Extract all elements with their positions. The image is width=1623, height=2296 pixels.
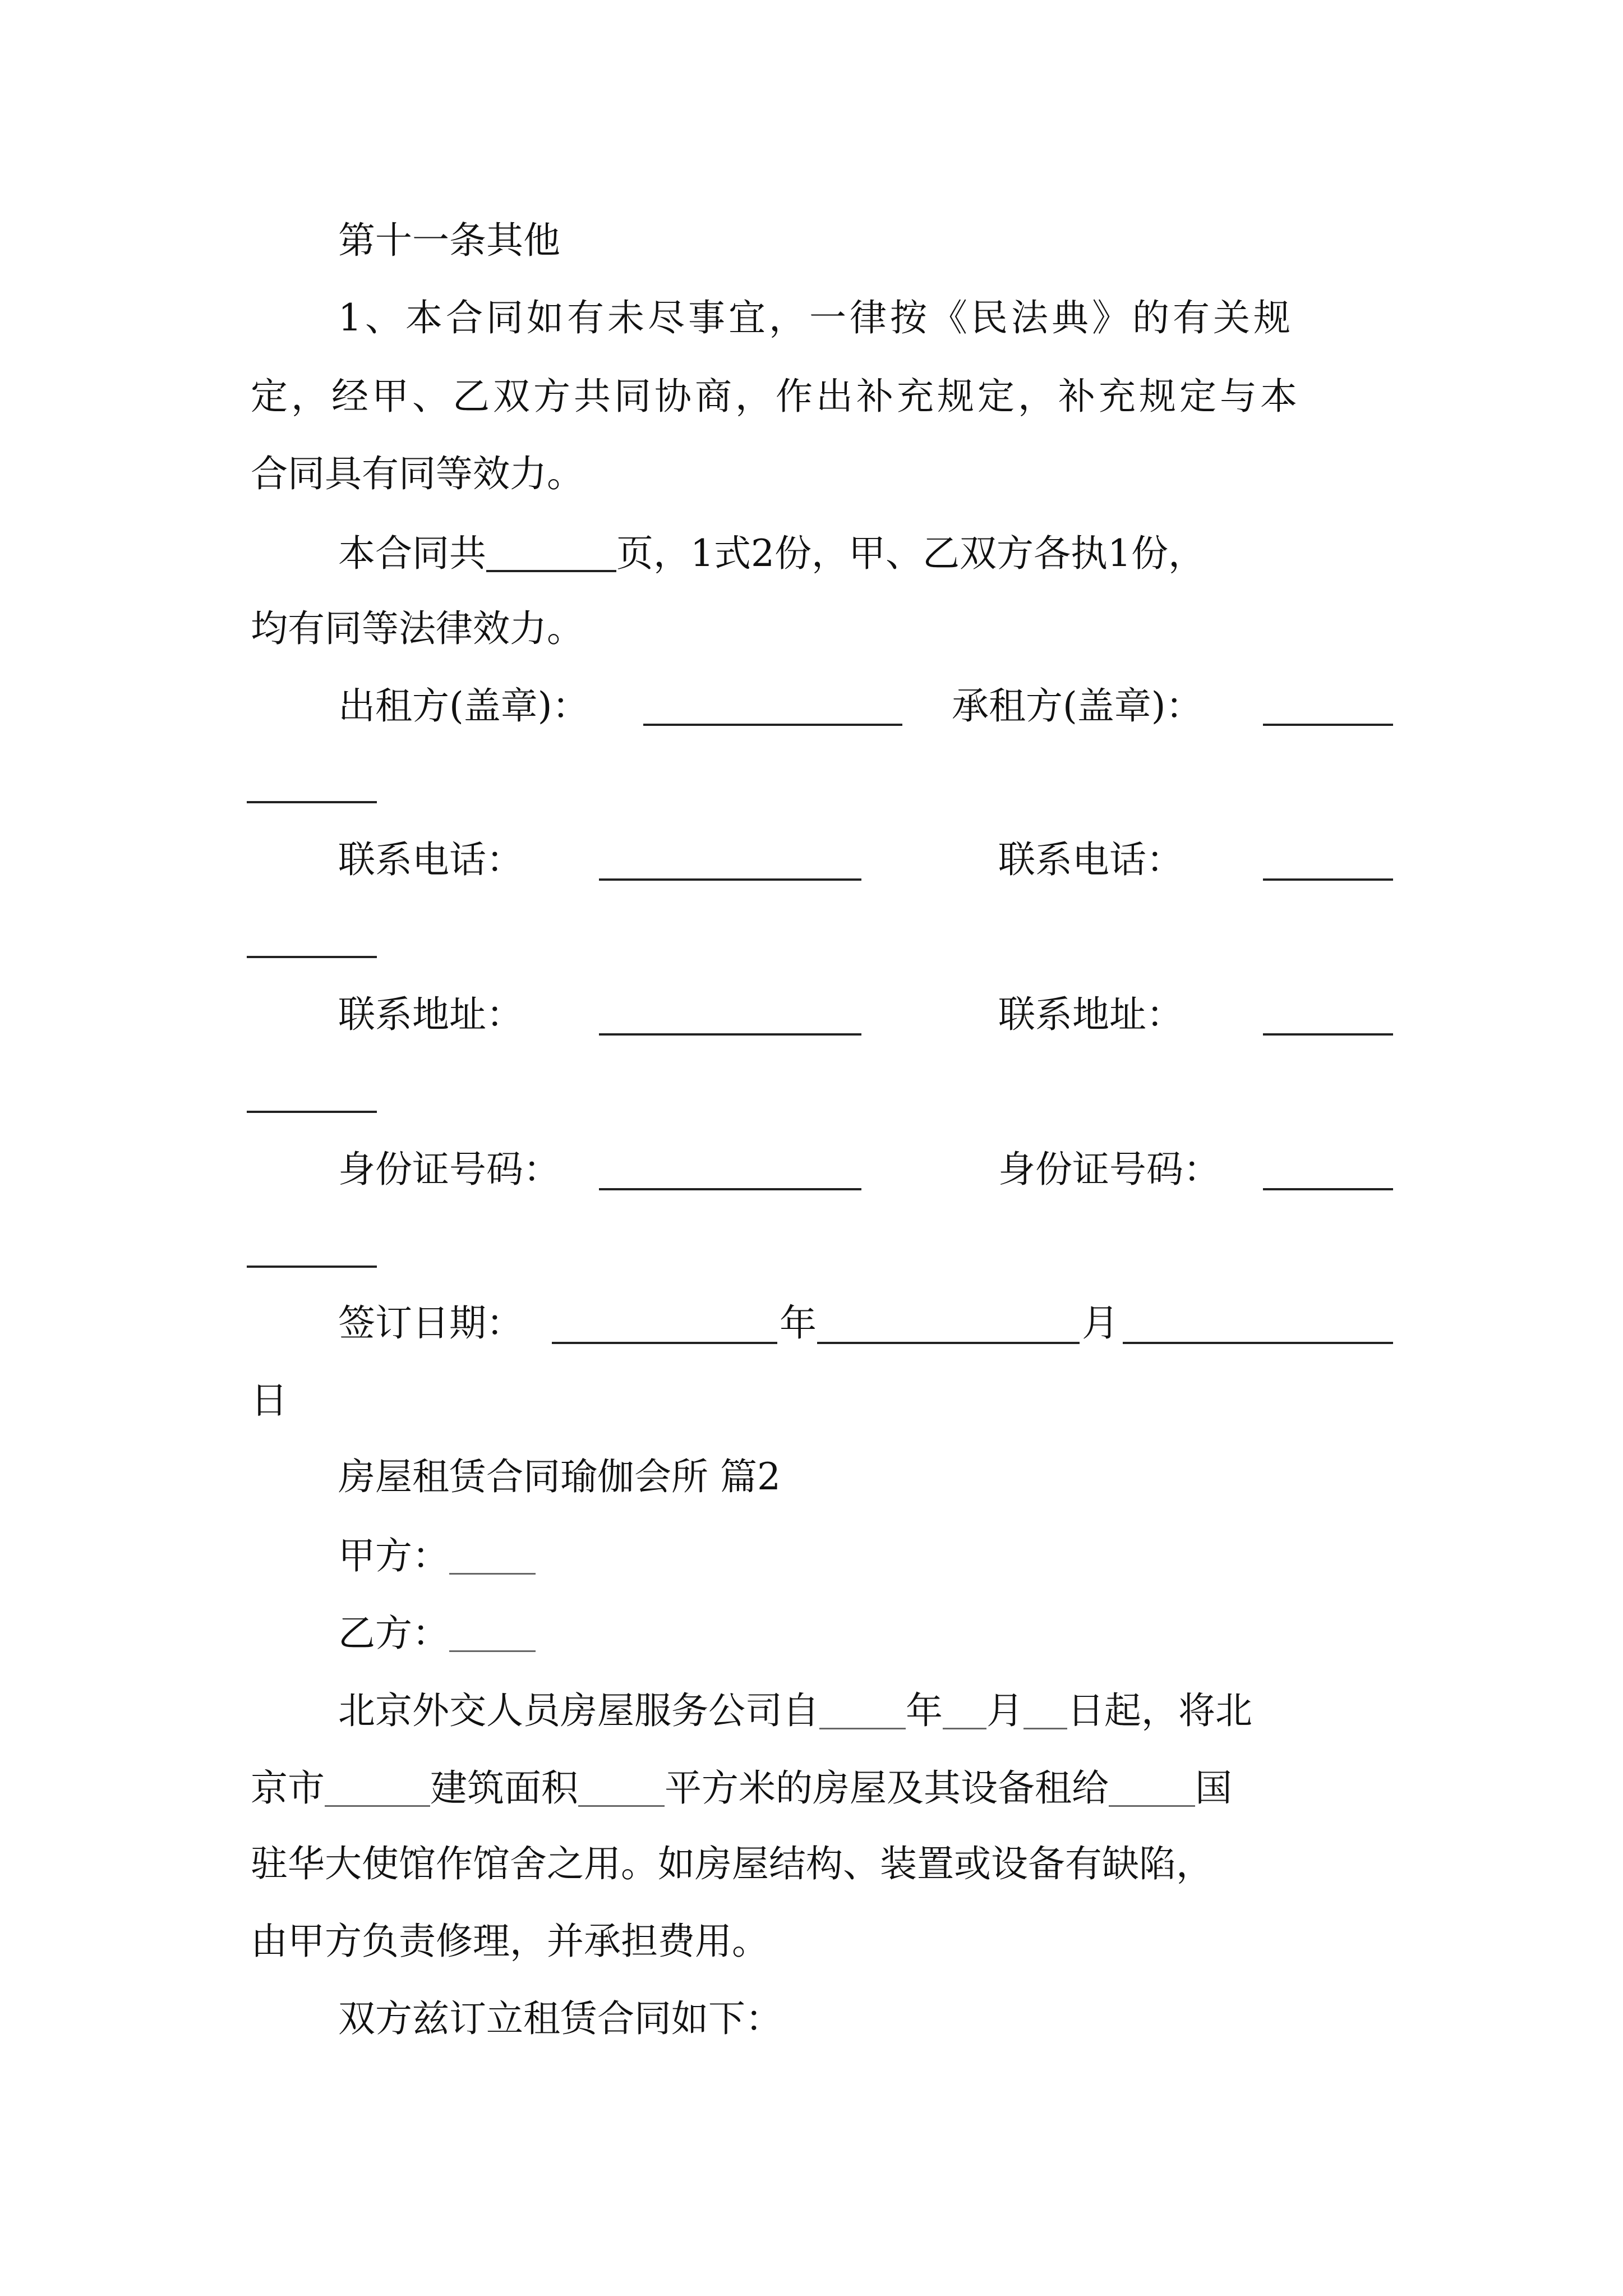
copies-line-2 [251, 607, 584, 650]
intro-l2-d: 国 [1195, 1766, 1232, 1810]
intro-l4-text: 由甲方负责修理，并承担费用。 [251, 1920, 769, 1963]
party-a-label: 甲方： [338, 1534, 449, 1577]
phone-a-blank [599, 878, 861, 881]
id-a-text: 身份证号码： [338, 1148, 560, 1191]
intro-line-4 [251, 1920, 769, 1963]
address-b-blank-cont [247, 1111, 377, 1113]
intro-line-1 [338, 1689, 1252, 1732]
id-b-label [998, 1148, 1220, 1191]
sign-year-text: 年 [780, 1301, 817, 1345]
copies-line-1 [338, 532, 1205, 575]
part2-title [338, 1455, 781, 1498]
intro-l1-b: 年 [906, 1689, 943, 1732]
party-a-line [338, 1536, 536, 1575]
article-title [338, 219, 560, 262]
copies-line-2-text: 均有同等法律效力。 [251, 607, 584, 650]
intro-month-blank [943, 1691, 986, 1729]
address-a-blank [599, 1033, 861, 1036]
sign-date-text: 签订日期： [338, 1301, 523, 1345]
lessee-seal-blank-cont [247, 801, 377, 803]
address-a-text: 联系地址： [338, 993, 523, 1036]
clause-1-line-1 [338, 296, 1294, 339]
clause-1-line-2 [251, 375, 1301, 418]
intro-location-blank [325, 1768, 430, 1807]
sign-day-blank [1123, 1342, 1393, 1344]
intro-line-3 [251, 1842, 1213, 1885]
lessee-seal-label [952, 684, 1203, 728]
sign-year-blank [552, 1342, 777, 1344]
copies-suffix: 页，1式2份，甲、乙双方各执1份， [616, 532, 1205, 575]
lessor-seal-blank [643, 724, 902, 726]
id-b-blank-cont [247, 1266, 377, 1268]
sign-month-blank [817, 1342, 1080, 1344]
intro-l1-d: 日起，将北 [1067, 1689, 1252, 1732]
address-b-blank [1263, 1033, 1393, 1036]
phone-b-blank-cont [247, 956, 377, 958]
id-b-text: 身份证号码： [998, 1148, 1220, 1191]
sign-year-label [780, 1301, 817, 1345]
intro-l2-c: 平方米的房屋及其设备租给 [665, 1766, 1109, 1810]
intro-l2-a: 京市 [251, 1766, 325, 1810]
agreement-text: 双方兹订立租赁合同如下： [338, 1997, 782, 2040]
sign-month-label [1082, 1301, 1119, 1345]
clause-1-line-3-text: 合同具有同等效力。 [251, 452, 584, 495]
intro-line-2 [251, 1766, 1232, 1810]
party-b-blank [449, 1613, 536, 1652]
lessor-seal-text: 出租方(盖章)： [338, 684, 589, 728]
party-b-label: 乙方： [338, 1612, 449, 1655]
clause-1-line-2-text: 定，经甲、乙双方共同协商，作出补充规定，补充规定与本 [251, 375, 1301, 418]
address-b-text: 联系地址： [998, 993, 1183, 1036]
id-b-blank [1263, 1188, 1393, 1190]
phone-b-label [998, 838, 1183, 881]
id-a-blank [599, 1188, 861, 1190]
agreement-line [338, 1997, 782, 2040]
intro-day-blank [1023, 1691, 1067, 1729]
article-title-text: 第十一条其他 [338, 219, 560, 262]
address-a-label [338, 993, 523, 1036]
intro-l2-b: 建筑面积 [430, 1766, 578, 1810]
sign-day-label [251, 1379, 288, 1422]
phone-b-blank [1263, 878, 1393, 881]
party-b-line [338, 1612, 536, 1655]
pages-blank [486, 533, 616, 572]
sign-month-text: 月 [1082, 1301, 1119, 1345]
intro-l3-text: 驻华大使馆作馆舍之用。如房屋结构、装置或设备有缺陷， [251, 1842, 1213, 1885]
clause-1-line-3 [251, 452, 584, 495]
intro-l1-c: 月 [986, 1689, 1023, 1732]
party-a-blank [449, 1536, 536, 1575]
phone-a-text: 联系电话： [338, 838, 523, 881]
intro-l1-a: 北京外交人员房屋服务公司自 [338, 1689, 819, 1732]
sign-date-label [338, 1301, 523, 1345]
copies-prefix: 本合同共 [338, 532, 486, 575]
id-a-label [338, 1148, 560, 1191]
intro-area-blank [578, 1768, 665, 1807]
lessee-seal-blank [1263, 724, 1393, 726]
phone-a-label [338, 838, 523, 881]
sign-day-text: 日 [251, 1379, 288, 1422]
lessor-seal-label [338, 684, 589, 728]
phone-b-text: 联系电话： [998, 838, 1183, 881]
clause-1-line-1-text: 1、本合同如有未尽事宜，一律按《民法典》的有关规 [338, 296, 1294, 339]
intro-country-blank [1109, 1768, 1195, 1807]
part2-title-text: 房屋租赁合同瑜伽会所 篇2 [338, 1455, 781, 1498]
address-b-label [998, 993, 1183, 1036]
intro-year-blank [819, 1691, 906, 1729]
lessee-seal-text: 承租方(盖章)： [952, 684, 1203, 728]
